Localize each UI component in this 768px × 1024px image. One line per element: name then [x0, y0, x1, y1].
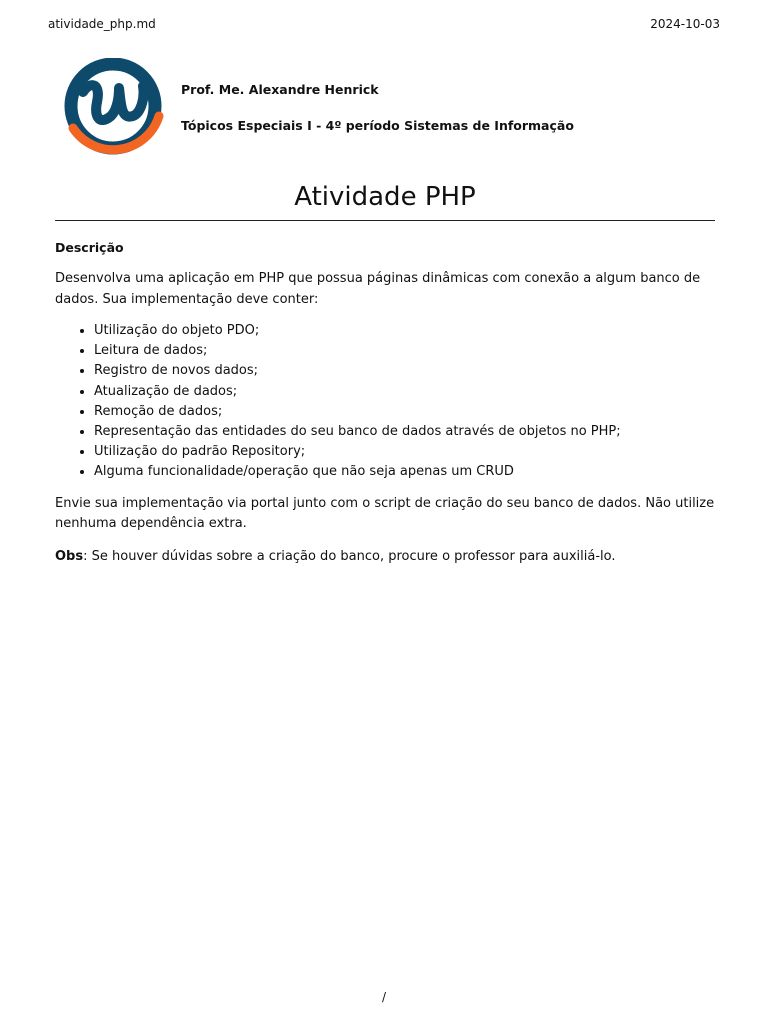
page-title: Atividade PHP: [55, 178, 715, 221]
obs-label: Obs: [55, 548, 84, 564]
intro-paragraph: Desenvolva uma aplicação em PHP que possua páginas dinâmicas com conexão a algum banco de dados. Sua implementação deve conter:: [55, 271, 701, 307]
document-content: [55, 58, 715, 567]
file-name: atividade_php.md: [48, 17, 156, 31]
print-header: [48, 17, 720, 33]
list-item: • Utilização do padrão Repository;: [94, 442, 715, 462]
author-name: Prof. Me. Alexandre Henrick: [181, 82, 379, 97]
list-item: • Remoção de dados;: [94, 402, 715, 422]
list-item: • Alguma funcionalidade/operação que não seja apenas um CRUD: [94, 462, 715, 482]
list-item: • Atualização de dados;: [94, 382, 715, 402]
author-info: [181, 81, 574, 135]
submission-paragraph: Envie sua implementação via portal junto com o script de criação do seu banco de dados. Não utilize nenhuma dependência extra.: [55, 495, 715, 532]
logo-icon: [61, 58, 165, 158]
list-item: • Representação das entidades do seu banco de dados através de objetos no PHP;: [94, 422, 715, 442]
author-block: [55, 58, 715, 158]
list-item: • Registro de novos dados;: [94, 361, 715, 381]
obs-text: : Se houver dúvidas sobre a criação do banco, procure o professor para auxiliá-lo.: [83, 548, 616, 564]
page-footer: /: [381, 990, 387, 1004]
section-heading: Descrição: [55, 240, 124, 255]
requirements-list: [55, 321, 715, 483]
list-item: • Utilização do objeto PDO;: [94, 321, 715, 341]
list-item: • Leitura de dados;: [94, 341, 715, 361]
print-date: 2024-10-03: [650, 17, 720, 31]
course-info: Tópicos Especiais I - 4º período Sistemas de Informação: [181, 118, 574, 133]
obs-paragraph: [55, 547, 715, 568]
